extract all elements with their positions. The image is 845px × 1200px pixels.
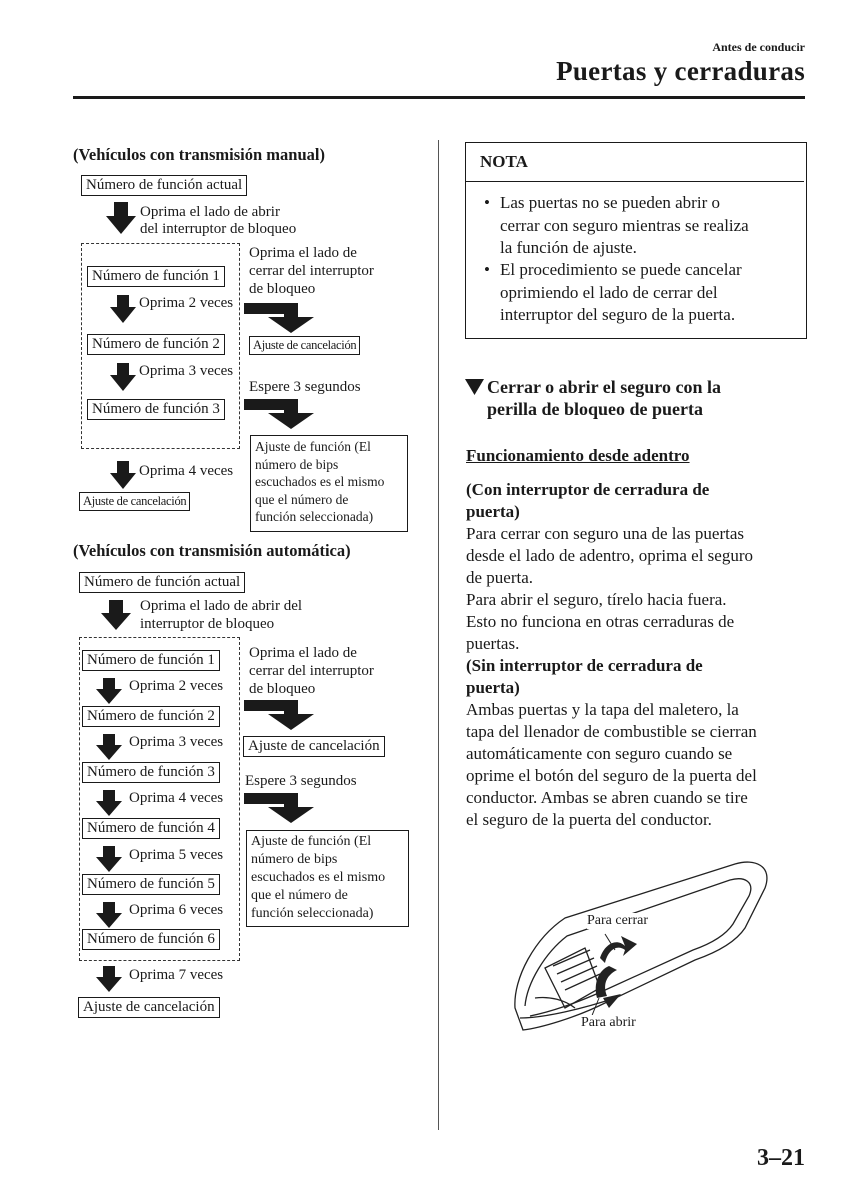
note-bullet-line: oprimiendo el lado de cerrar del [500, 282, 718, 302]
down-arrow-icon [96, 846, 122, 872]
auto-press-2: Oprima 2 veces [129, 678, 224, 694]
paragraph-head: (Sin interruptor de cerradura de [466, 656, 703, 675]
manual-cancel-side: Ajuste de cancelación [249, 336, 360, 355]
manual-function-1: Número de función 1 [87, 266, 225, 287]
note-bullet-line: interruptor del seguro de la puerta. [500, 305, 736, 324]
auto-press-5: Oprima 5 veces [129, 847, 224, 863]
auto-adjust-line: escuchados es el mismo [251, 870, 386, 885]
auto-close-line2: cerrar del interruptor [249, 663, 374, 679]
manual-adjust-line: Ajuste de función (El [255, 439, 371, 454]
note-bullet-line: El procedimiento se puede cancelar [500, 260, 742, 279]
paragraph-head: puerta) [466, 502, 520, 521]
manual-press-2: Oprima 2 veces [139, 295, 234, 311]
down-arrow-icon [96, 678, 122, 704]
bent-arrow-icon [244, 303, 316, 333]
manual-adjust-box [250, 435, 408, 532]
auto-close-line1: Oprima el lado de [249, 645, 357, 661]
figure-label-close: Para cerrar [587, 913, 649, 928]
bullet-dot-icon: • [484, 260, 490, 279]
auto-press-7: Oprima 7 veces [129, 967, 224, 983]
body-line: desde el lado de adentro, oprima el seguro [466, 546, 754, 565]
paragraph-head: puerta) [466, 678, 520, 697]
auto-heading: (Vehículos con transmisión automática) [73, 541, 351, 560]
manual-cancel-bottom: Ajuste de cancelación [79, 492, 190, 511]
manual-wait: Espere 3 segundos [249, 379, 361, 395]
bent-arrow-icon [244, 700, 316, 730]
section-title [487, 376, 721, 420]
manual-press-3: Oprima 3 veces [139, 363, 234, 379]
paragraph-head: (Con interruptor de cerradura de [466, 480, 710, 499]
auto-adjust-box [246, 830, 409, 927]
auto-cancel-side: Ajuste de cancelación [243, 736, 385, 757]
subheading: Funcionamiento desde adentro [466, 446, 690, 465]
body-line: oprime el botón del seguro de la puerta del [466, 766, 757, 785]
note-bullet-line: la función de ajuste. [500, 238, 637, 257]
auto-function-5: Número de función 5 [82, 874, 220, 895]
down-arrow-icon [110, 461, 136, 489]
auto-press-3: Oprima 3 veces [129, 734, 224, 750]
auto-press-4: Oprima 4 veces [129, 790, 224, 806]
header-rule [73, 96, 805, 99]
down-arrow-icon [101, 600, 131, 630]
note-bullet-2 [484, 259, 742, 327]
manual-close-line1: Oprima el lado de [249, 245, 357, 261]
page-title: Puertas y cerraduras [556, 56, 805, 86]
column-divider [438, 140, 439, 1130]
section-title-line: perilla de bloqueo de puerta [487, 399, 704, 419]
manual-step0-line1: Oprima el lado de abrir [140, 204, 280, 220]
auto-function-4: Número de función 4 [82, 818, 220, 839]
auto-current-box: Número de función actual [79, 572, 245, 593]
page-number: 3–21 [757, 1145, 805, 1171]
down-arrow-icon [96, 966, 122, 992]
body-line: Ambas puertas y la tapa del maletero, la [466, 700, 739, 719]
down-arrow-icon [96, 790, 122, 816]
body-line: de puerta. [466, 568, 534, 587]
down-arrow-icon [96, 902, 122, 928]
manual-adjust-line: función seleccionada) [255, 509, 374, 524]
bullet-dot-icon: • [484, 193, 490, 212]
auto-function-6: Número de función 6 [82, 929, 220, 950]
manual-close-line3: de bloqueo [249, 281, 316, 297]
body-line: Para abrir el seguro, tírelo hacia fuera. [466, 590, 727, 609]
manual-adjust-line: número de bips [255, 456, 339, 472]
auto-step0-line1: Oprima el lado de abrir del [140, 598, 303, 614]
auto-close-line3: de bloqueo [249, 681, 316, 697]
manual-function-2: Número de función 2 [87, 334, 225, 355]
auto-adjust-line: número de bips [251, 852, 338, 867]
auto-function-1: Número de función 1 [82, 650, 220, 671]
body-line: automáticamente con seguro cuando se [466, 744, 733, 763]
body-line: puertas. [466, 634, 520, 653]
auto-adjust-line: que el número de [251, 888, 348, 903]
auto-function-2: Número de función 2 [82, 706, 220, 727]
manual-step0-line2: del interruptor de bloqueo [140, 221, 297, 237]
auto-function-3: Número de función 3 [82, 762, 220, 783]
body-line: el seguro de la puerta del conductor. [466, 810, 712, 829]
body-line: Esto no funciona en otras cerraduras de [466, 612, 735, 631]
manual-adjust-line: que el número de [255, 491, 349, 507]
door-lock-illustration [505, 858, 795, 1058]
section-title-line: Cerrar o abrir el seguro con la [487, 377, 721, 397]
manual-close-line2: cerrar del interruptor [249, 263, 374, 279]
manual-heading: (Vehículos con transmisión manual) [73, 145, 325, 164]
figure-label-open: Para abrir [581, 1015, 636, 1030]
manual-press-4: Oprima 4 veces [139, 463, 234, 479]
section-header: Antes de conducir [712, 40, 805, 54]
down-arrow-icon [106, 202, 136, 234]
auto-press-6: Oprima 6 veces [129, 902, 224, 918]
note-bullet-line: cerrar con seguro mientras se realiza [500, 215, 749, 235]
note-bullet-1 [484, 192, 749, 260]
note-title: NOTA [480, 152, 528, 171]
down-arrow-icon [110, 295, 136, 323]
section-triangle-icon [465, 379, 484, 395]
auto-adjust-line: función seleccionada) [251, 906, 374, 921]
body-line: Para cerrar con seguro una de las puertas [466, 524, 745, 543]
body-line: tapa del llenador de combustible se cierran [466, 722, 757, 741]
bent-arrow-icon [244, 793, 316, 823]
down-arrow-icon [96, 734, 122, 760]
auto-adjust-line: Ajuste de función (El [251, 834, 372, 849]
down-arrow-icon [110, 363, 136, 391]
auto-cancel-bottom: Ajuste de cancelación [78, 997, 220, 1018]
manual-adjust-line: escuchados es el mismo [255, 474, 385, 489]
body-line: conductor. Ambas se abren cuando se tire [466, 788, 748, 807]
auto-step0-line2: interruptor de bloqueo [140, 616, 275, 632]
bent-arrow-icon [244, 399, 316, 429]
manual-function-3: Número de función 3 [87, 399, 225, 420]
body-text [466, 479, 811, 831]
auto-wait: Espere 3 segundos [245, 773, 357, 789]
manual-current-box: Número de función actual [81, 175, 247, 196]
note-bullet-line: Las puertas no se pueden abrir o [500, 193, 720, 212]
